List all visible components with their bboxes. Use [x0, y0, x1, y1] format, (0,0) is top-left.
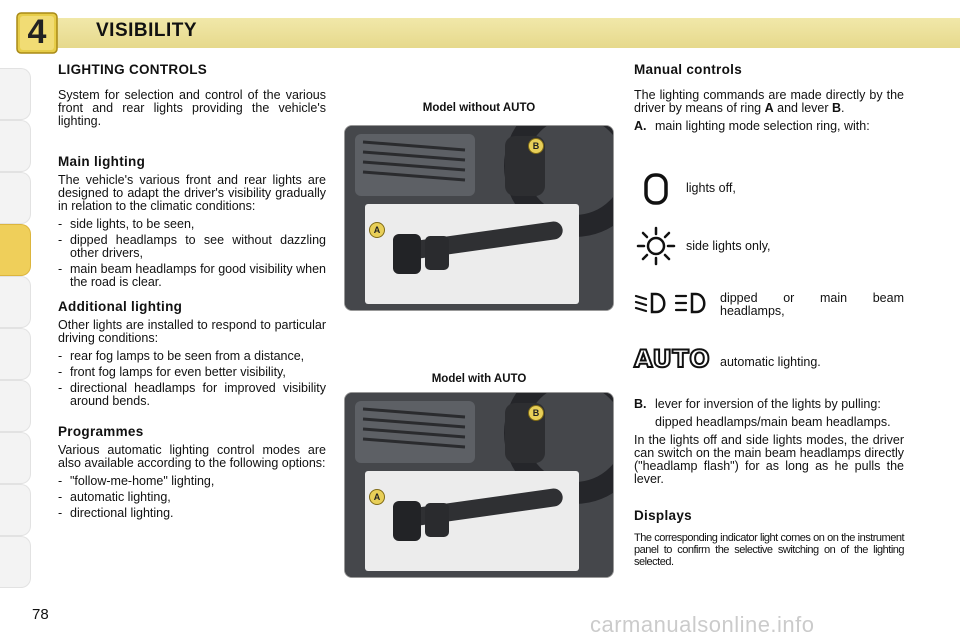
list-item: - main beam headlamps for good visibility when the road is clear. — [58, 262, 326, 289]
item-b-sub: dipped headlamps/main beam headlamps. — [655, 415, 891, 429]
heading-programmes: Programmes — [58, 424, 144, 439]
mode-auto-label: automatic lighting. — [720, 355, 821, 369]
chapter-tab-8[interactable] — [0, 432, 31, 484]
figure-caption-bottom: Model with AUTO — [431, 373, 527, 385]
heading-displays: Displays — [634, 508, 692, 523]
list-item: - directional headlamps for improved visibility around bends. — [58, 381, 326, 408]
chapter-tab-6[interactable] — [0, 328, 31, 380]
list-item: - dipped headlamps to see without dazzling other drivers, — [58, 233, 326, 260]
mode-side-lights-label: side lights only, — [686, 239, 771, 253]
intro-paragraph: System for selection and control of the various front and rear lights providing the vehicle's lighting. — [58, 88, 326, 128]
list-item: - rear fog lamps to be seen from a distance, — [58, 349, 305, 363]
stalk-photo-without-auto — [344, 125, 614, 311]
list-item: - front fog lamps for even better visibility, — [58, 365, 286, 379]
additional-lighting-text: Other lights are installed to respond to particular driving conditions: — [58, 318, 326, 345]
callout-a: A — [369, 222, 385, 238]
chapter-tab-9[interactable] — [0, 484, 31, 536]
left-column — [58, 63, 326, 523]
mode-lights-off-label: lights off, — [686, 181, 736, 195]
figure-caption-top: Model without AUTO — [422, 102, 536, 114]
list-item: - directional lighting. — [58, 506, 174, 520]
item-a-label: A. — [634, 119, 647, 133]
page-number: 78 — [32, 606, 49, 623]
mode-dipped-main-label: dipped or main beam headlamps, — [720, 291, 904, 318]
additional-lighting-list — [58, 350, 326, 408]
right-column-lower — [634, 398, 904, 573]
dashboard-illustration-icon — [345, 393, 613, 577]
chapter-tab-1[interactable] — [0, 68, 31, 120]
section-heading-lighting-controls: LIGHTING CONTROLS — [58, 62, 208, 77]
list-item: - automatic lighting, — [58, 490, 171, 504]
page-title: VISIBILITY — [96, 20, 198, 41]
chapter-number: 4 — [27, 13, 47, 51]
dipped-beam-icon — [634, 291, 670, 315]
callout-b: B — [528, 405, 544, 421]
displays-text: The corresponding indicator light comes on on the instrument panel to confirm the selective switching on of the lighting selected. — [634, 532, 904, 568]
callout-a: A — [369, 489, 385, 505]
auto-icon: AUTO — [634, 345, 711, 373]
chapter-tab-10[interactable] — [0, 536, 31, 588]
stalk-photo-with-auto — [344, 392, 614, 578]
programmes-list — [58, 475, 326, 520]
headlamp-flash-text: In the lights off and side lights modes, the driver can switch on the main beam headlamps directly ("headlamp flash") for as long as he pulls the lever. — [634, 433, 904, 486]
programmes-text: Various automatic lighting control modes are also available according to the following options: — [58, 443, 326, 470]
manual-controls-intro: The lighting commands are made directly by the driver by means of ring A and lever B. — [634, 88, 904, 115]
item-a-text: main lighting mode selection ring, with: — [655, 119, 870, 133]
list-item: - side lights, to be seen, — [58, 217, 195, 231]
watermark: carmanualsonline.info — [590, 612, 815, 637]
item-b — [634, 398, 904, 411]
right-column — [634, 63, 904, 133]
main-beam-icon — [674, 291, 710, 315]
callout-b: B — [528, 138, 544, 154]
chapter-tab-7[interactable] — [0, 380, 31, 432]
item-a — [634, 120, 904, 133]
main-lighting-list — [58, 218, 326, 289]
heading-manual-controls: Manual controls — [634, 62, 743, 77]
chapter-tab-5[interactable] — [0, 276, 31, 328]
list-item: - "follow-me-home" lighting, — [58, 474, 215, 488]
chapter-tab-2[interactable] — [0, 120, 31, 172]
item-b-text: lever for inversion of the lights by pulling: — [655, 397, 881, 411]
chapter-tab-4-active[interactable] — [0, 224, 31, 276]
main-lighting-text: The vehicle's various front and rear lights are designed to adapt the driver's visibility gradually in relation to the climatic conditions: — [58, 173, 326, 213]
chapter-tab-3[interactable] — [0, 172, 31, 224]
side-lights-icon — [636, 226, 676, 266]
heading-additional-lighting: Additional lighting — [58, 299, 183, 314]
heading-main-lighting: Main lighting — [58, 154, 146, 169]
dashboard-illustration-icon — [345, 126, 613, 310]
lights-off-icon — [643, 172, 669, 206]
item-b-label: B. — [634, 397, 647, 411]
